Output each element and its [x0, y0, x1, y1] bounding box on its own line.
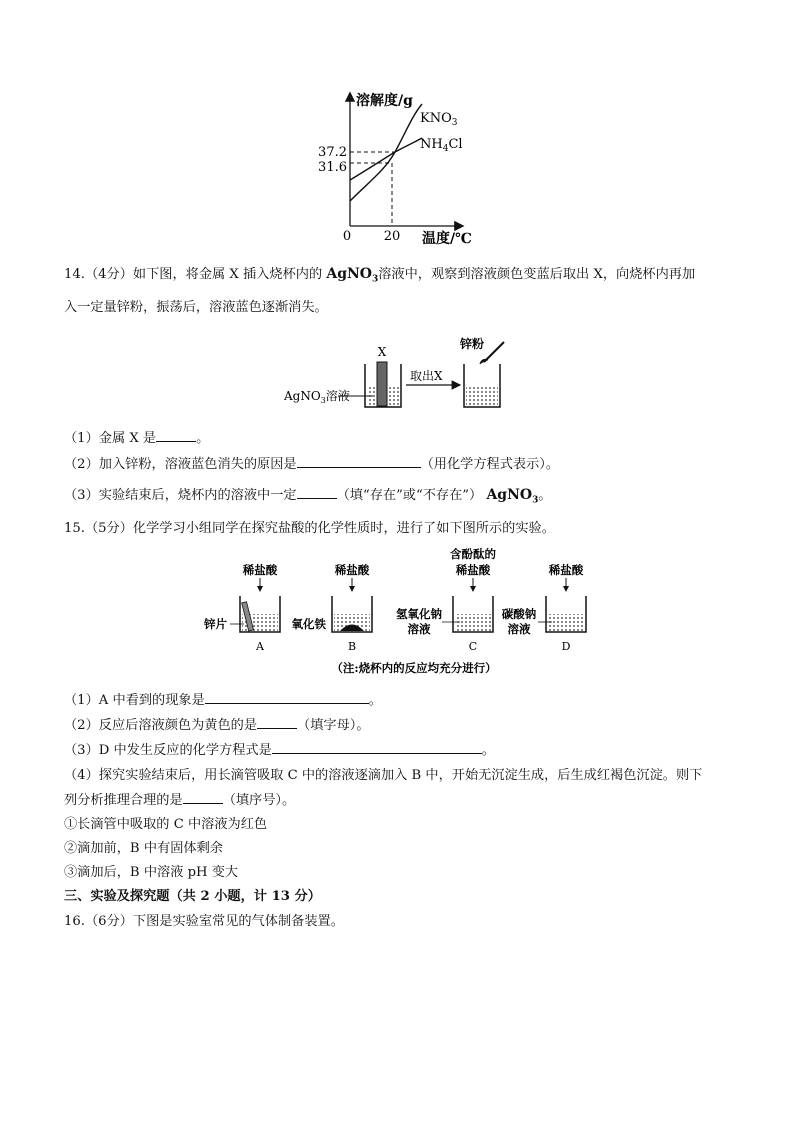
legend-nh4cl: $NH_4Cl$ [420, 137, 463, 154]
q15-sub1: （1）A 中看到的现象是 。 [64, 693, 382, 708]
q15-stem: 15.（5分）化学学习小组同学在探究盐酸的化学性质时，进行了如下图所示的实验。 [64, 521, 555, 536]
answer-blank[interactable] [297, 456, 421, 468]
acid-indicator-label-1: 含酚酞的 [450, 547, 496, 561]
q15-sub4-line1: （4）探究实验结束后，用长滴管吸取 C 中的溶液逐滴加入 B 中，开始无沉淀生成，后生成红褐色沉淀。则下 [64, 768, 703, 783]
answer-blank[interactable] [183, 792, 223, 804]
acid-label-b: 稀盐酸 [334, 563, 370, 577]
naoh-label-1: 氢氧化钠 [396, 607, 442, 621]
beaker-letter-b: B [347, 640, 357, 653]
na2co3-label-2: 溶液 [507, 622, 531, 636]
q15-option-3: ③滴加后，B 中溶液 pH 变大 [64, 865, 239, 880]
legend-kno3: $KNO_3$ [420, 111, 458, 128]
beaker-letter-d: D [561, 640, 571, 653]
naoh-label-2: 溶液 [407, 622, 431, 636]
q15-figure [204, 544, 588, 680]
iron-oxide-label: 氧化铁 [291, 617, 326, 631]
figure-note: （注:烧杯内的反应均充分进行） [331, 661, 497, 675]
acid-label-d: 稀盐酸 [548, 563, 584, 577]
q15-option-1: ①长滴管中吸取的 C 中溶液为红色 [64, 817, 268, 832]
acid-indicator-label-2: 稀盐酸 [455, 563, 491, 577]
answer-blank[interactable] [272, 742, 482, 754]
chart-xlabel: 温度/℃ [422, 231, 472, 247]
nh4cl-curve [350, 138, 422, 180]
answer-blank[interactable] [257, 717, 297, 729]
q14-stem-line1: 14.（4分）如下图，将金属 X 插入烧杯内的 AgNO$_3$溶液中，观察到溶液颜色变蓝后取出 X，向烧杯内再加 [64, 266, 696, 285]
solution-label: AgNO$_3$溶液 [284, 389, 350, 405]
q14-sub1: （1）金属 X 是 。 [64, 431, 210, 446]
spatula-tip [480, 360, 488, 365]
q15-option-2: ②滴加前，B 中有固体剩余 [64, 841, 223, 856]
q15-sub3: （3）D 中发生反应的化学方程式是 。 [64, 743, 495, 758]
beaker-c-solution [455, 614, 491, 631]
beaker-letter-c: C [468, 640, 478, 653]
zinc-powder-label: 锌粉 [460, 337, 485, 351]
solubility-chart [300, 86, 490, 246]
q15-sub4-line2: 列分析推理合理的是 （填序号）。 [64, 793, 296, 808]
tick-37-2: 37.2 [318, 145, 347, 160]
beaker-d-solution [548, 614, 584, 631]
section3-heading: 三、实验及探究题（共 2 小题，计 13 分） [64, 889, 321, 904]
zinc-label: 锌片 [204, 617, 227, 631]
chart-ylabel: 溶解度/g [356, 93, 413, 109]
answer-blank[interactable] [205, 692, 369, 704]
q14-sub3: （3）实验结束后，烧杯内的溶液中一定 （填“存在”或“不存在”） AgNO$_3$。 [64, 487, 552, 506]
beaker-2-solution [466, 385, 498, 406]
q14-figure [280, 334, 520, 414]
tick-20: 20 [383, 229, 401, 244]
spatula [484, 342, 504, 362]
answer-blank[interactable] [297, 487, 337, 499]
acid-label-a: 稀盐酸 [242, 563, 278, 577]
q15-sub2: （2）反应后溶液颜色为黄色的是 （填字母）。 [64, 718, 370, 733]
tick-origin: 0 [342, 229, 352, 244]
metal-x-strip [377, 362, 387, 406]
beaker-letter-a: A [256, 640, 264, 653]
q16-stem: 16.（6分）下图是实验室常见的气体制备装置。 [64, 914, 344, 929]
na2co3-label-1: 碳酸钠 [501, 607, 537, 621]
q14-stem-line2: 入一定量锌粉，振荡后，溶液蓝色逐渐消失。 [64, 300, 328, 315]
tick-31-6: 31.6 [318, 160, 347, 175]
answer-blank[interactable] [156, 430, 196, 442]
metal-x-label: X [377, 345, 387, 359]
q14-sub2: （2）加入锌粉，溶液蓝色消失的原因是 （用化学方程式表示）。 [64, 457, 560, 472]
take-out-label: 取出X [410, 369, 443, 383]
